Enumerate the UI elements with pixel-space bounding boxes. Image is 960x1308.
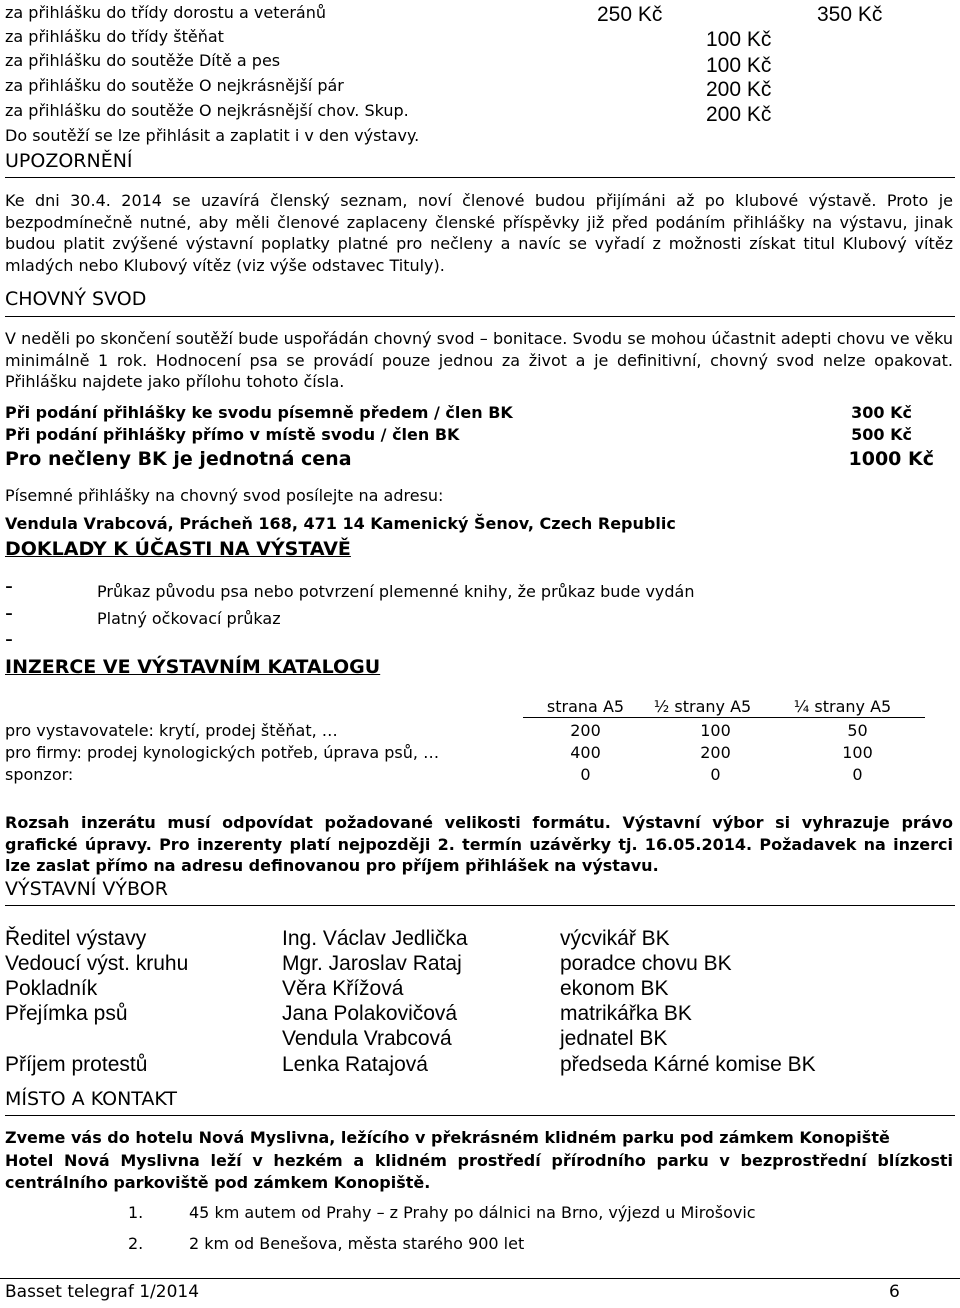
divider <box>5 1115 955 1116</box>
publication-title: Basset telegraf 1/2014 <box>5 1282 200 1302</box>
committee-role: Příjem protestů <box>5 1053 148 1076</box>
price-value: 300 Kč <box>851 403 912 422</box>
ads-cell: 0 <box>852 765 863 784</box>
committee-role: Přejímka psů <box>5 1002 128 1025</box>
committee-role: Pokladník <box>5 977 98 1000</box>
divider <box>5 905 955 906</box>
ads-cell: 100 <box>700 721 731 740</box>
ads-column-header: strana A5 <box>546 697 625 716</box>
committee-position: matrikářka BK <box>560 1002 692 1025</box>
committee-role: Vedoucí výst. kruhu <box>5 952 189 975</box>
dash-icon: - <box>5 601 13 626</box>
venue-heading: MÍSTO A KONTAKT <box>5 1088 178 1110</box>
committee-name: Ing. Václav Jedlička <box>282 927 468 950</box>
direction-number: 1. <box>128 1203 144 1222</box>
committee-role: Ředitel výstavy <box>5 927 147 950</box>
ads-cell: 200 <box>700 743 731 762</box>
direction-text: 2 km od Benešova, města starého 900 let <box>189 1234 525 1253</box>
committee-position: předseda Kárné komise BK <box>560 1053 816 1076</box>
warning-heading: UPOZORNĚNÍ <box>5 150 133 172</box>
warning-text: Ke dni 30.4. 2014 se uzavírá členský seznam, noví členové budou přijímáni až po klubové výstavě. Proto je bezpodmínečně nutné, aby měli členové zaplaceny členské příspěvky již před podáním přihlášky na výstavu, jinak budou platit zvýšené výstavní poplatky platné pro nečleny a navíc se vyřadí z možnosti získat titul Klubový vítěz mladých nebo Klubový vítěz (viz výše odstavec Tituly). <box>5 191 953 275</box>
dash-icon: - <box>5 574 13 599</box>
documents-heading: DOKLADY K ÚČASTI NA VÝSTAVĚ <box>5 538 351 560</box>
page-footer <box>0 1278 960 1308</box>
ads-row-label: pro vystavovatele: krytí, prodej štěňat, … <box>5 721 338 740</box>
fee-label: za přihlášku do třídy dorostu a veteránů <box>5 3 327 22</box>
table-header-rule <box>523 717 925 718</box>
address-intro: Písemné přihlášky na chovný svod posílejte na adresu: <box>5 486 444 505</box>
committee-position: ekonom BK <box>560 977 669 1000</box>
breeding-text: V neděli po skončení soutěží bude uspořádán chovný svod – bonitace. Svodu se mohou účastnit adepti chovu ve věku minimálně 1 rok. Hodnocení psa se provádí pouze jednou za život a je definitivní, chovný svod nelze opakovat. Přihlášku najdete jako přílohu tohoto čísla. <box>5 329 953 391</box>
fee-label: za přihlášku do soutěže Dítě a pes <box>5 51 281 70</box>
committee-name: Jana Polakovičová <box>282 1002 458 1025</box>
address: Vendula Vrabcová, Prácheň 168, 471 14 Kamenický Šenov, Czech Republic <box>5 514 676 533</box>
ads-cell: 50 <box>847 721 868 740</box>
ads-cell: 400 <box>570 743 601 762</box>
fee-value: 200 Kč <box>706 103 772 126</box>
ads-column-header: ½ strany A5 <box>653 697 752 716</box>
committee-heading: VÝSTAVNÍ VÝBOR <box>5 878 168 900</box>
committee-position: poradce chovu BK <box>560 952 732 975</box>
venue-text: Hotel Nová Myslivna leží v hezkém a klidném prostředí přírodního parku v bezprostřední blízkosti centrálního parkoviště pod zámkem Konopiště. <box>5 1151 953 1192</box>
direction-number: 2. <box>128 1234 144 1253</box>
breeding-heading: CHOVNÝ SVOD <box>5 288 147 310</box>
fee-value: 100 Kč <box>706 28 772 51</box>
ads-cell: 0 <box>580 765 591 784</box>
direction-text: 45 km autem od Prahy – z Prahy po dálnici na Brno, výjezd u Mirošovic <box>189 1203 756 1222</box>
committee-name: Věra Křížová <box>282 977 404 1000</box>
ads-row-label: pro firmy: prodej kynologických potřeb, úprava psů, … <box>5 743 440 762</box>
divider <box>5 177 955 178</box>
price-label: Pro nečleny BK je jednotná cena <box>5 448 352 470</box>
price-value: 1000 Kč <box>848 448 934 470</box>
fee-value: 250 Kč <box>597 3 663 26</box>
dash-icon: - <box>5 627 13 652</box>
ads-cell: 0 <box>710 765 721 784</box>
fee-value: 100 Kč <box>706 54 772 77</box>
fee-label: za přihlášku do třídy štěňat <box>5 27 224 46</box>
fee-note: Do soutěží se lze přihlásit a zaplatit i v den výstavy. <box>5 126 420 145</box>
ads-row-label: sponzor: <box>5 765 74 784</box>
venue-invite: Zveme vás do hotelu Nová Myslivna, ležícího v překrásném klidném parku pod zámkem Konopiště <box>5 1128 890 1147</box>
ads-cell: 200 <box>570 721 601 740</box>
ads-note: Rozsah inzerátu musí odpovídat požadované velikosti formátu. Výstavní výbor si vyhrazuje právo grafické úpravy. Pro inzerenty platí nejpozději 2. termín uzávěrky tj. 16.05.2014. Požadavek na inzerci lze zaslat přímo na adresu definovanou pro příjem přihlášek na výstavu. <box>5 813 953 875</box>
fee-label: za přihlášku do soutěže O nejkrásnější pár <box>5 76 344 95</box>
divider <box>5 316 955 317</box>
committee-name: Vendula Vrabcová <box>282 1027 452 1050</box>
ads-cell: 100 <box>842 743 873 762</box>
fee-value: 200 Kč <box>706 78 772 101</box>
committee-position: výcvikář BK <box>560 927 670 950</box>
committee-name: Mgr. Jaroslav Rataj <box>282 952 462 975</box>
document-item: Platný očkovací průkaz <box>97 609 281 628</box>
price-value: 500 Kč <box>851 425 912 444</box>
ads-column-header: ¼ strany A5 <box>793 697 892 716</box>
committee-name: Lenka Ratajová <box>282 1053 428 1076</box>
fee-value: 350 Kč <box>817 3 883 26</box>
price-label: Při podání přihlášky přímo v místě svodu / člen BK <box>5 425 460 444</box>
committee-position: jednatel BK <box>560 1027 668 1050</box>
fee-label: za přihlášku do soutěže O nejkrásnější chov. Skup. <box>5 101 409 120</box>
page-number: 6 <box>889 1282 900 1302</box>
document-item: Průkaz původu psa nebo potvrzení plemenné knihy, že průkaz bude vydán <box>97 582 695 601</box>
ads-heading: INZERCE VE VÝSTAVNÍM KATALOGU <box>5 656 381 678</box>
price-label: Při podání přihlášky ke svodu písemně předem / člen BK <box>5 403 513 422</box>
